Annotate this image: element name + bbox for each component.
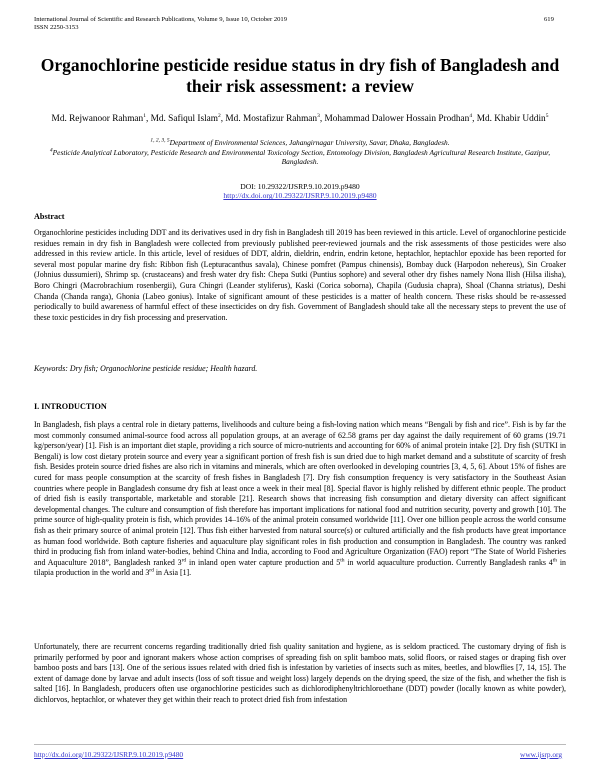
affiliation-sup: 1, 2, 3, 5 xyxy=(150,137,170,144)
para-text: in Asia [1]. xyxy=(153,568,192,578)
affiliation-2 xyxy=(40,148,560,167)
issn: ISSN 2250-3153 xyxy=(34,24,79,32)
author-sup: 4 xyxy=(469,112,473,119)
author-name: , Md. Khabir Uddin xyxy=(472,114,546,124)
paper-title: Organochlorine pesticide residue status in dry fish of Bangladesh and their risk assessment: a review xyxy=(40,55,560,96)
doi-block xyxy=(40,182,560,200)
intro-paragraph-1 xyxy=(34,420,566,579)
doi-link[interactable]: http://dx.doi.org/10.29322/IJSRP.9.10.2019.p9480 xyxy=(223,191,377,201)
para-text: in tilapia production in the world and 3 xyxy=(34,557,566,578)
ordinal-sup: rd xyxy=(181,557,187,564)
intro-heading: I. INTRODUCTION xyxy=(34,402,107,411)
author-name: , Md. Mostafizur Rahman xyxy=(220,114,318,124)
affiliation-text: Department of Environmental Sciences, Jahangirnagar University, Savar, Dhaka, Bangladesh. xyxy=(169,138,450,147)
journal-header xyxy=(34,16,287,32)
page-number: 619 xyxy=(544,16,554,23)
footer-site-link[interactable]: www.ijsrp.org xyxy=(520,750,563,759)
doi-text: DOI: 10.29322/IJSRP.9.10.2019.p9480 xyxy=(240,182,360,191)
author-sup: 1 xyxy=(143,112,146,119)
abstract-text: Organochlorine pesticides including DDT and its derivatives used in dry fish in Bangladesh till 2019 has been reviewed in this article. Level of organochlorine pesticide residues remain in dry fish in Bangladesh were collected from previously published peer-reviewed journals and the risk assessments of those pesticides were also addressed in this review article. In this article, level of residues of DDT, aldrin, dieldrin, endrin, endrin ketone, heptachlor, heptachlor epoxide has been reported for several most popular marine dry fish: Ribbon fish (Lepturacanthus savala), Chinese pomfret (Pampus chinensis), Bombay duck (Harpodon nehereus), Sin Croaker (Johnius dussumieri), Shrimp sp. (crustaceans) and fresh water dry fish: Chepa Sutki (Puntius sophore) and several other dry fishes namely Nona Ilish (Hilsa ilisha), Boro Chingri (Macrobrachium rosenbergii), Gura Chingri (Leander styliferus), Kaski (Corica soborna), Chapila (Gudusia chapra), Shoal (Channa striatus), Deshi Chanda (Chanda ranga), Ghonia (Labeo gonius). Intake of significant amount of these pesticides is a matter of health concern. These risks should be re-assessed periodically to build awareness of harmful effect of these insecticides on dry fish. Government of Bangladesh should take all the necessary steps to prevent the use of these toxic pesticides in dry fish processing and preservation. xyxy=(34,228,566,322)
para-text: In Bangladesh, fish plays a central role in dietary patterns, livelihoods and culture being a fish-loving nation which means “Bengali by fish and rice”. Fish is by far the most commonly consumed animal-source food across all population groups, at an average of 62.58 grams per day against the daily requirement of 60 grams (19.71 kg/person/year) [1]. Fish is an important diet staple, providing a rich source of micro-nutrients and accounting for 60% of animal protein intake [2]. Dry fish (SUTKI in Bengali) is low cost dietary protein source and every year a significant portion of fresh fish is sun dried due to high market demand and a substitute of scarcity of fresh fish. Besides protein source dried fishes are also rich in vitamins and minerals, which are often overlooked in developing countries [3, 4, 5, 6]. About 15% of fishes are cured for mass people consumption at the scarcity of fresh fishes in Bangladesh [7]. Dry fish consumption frequency is very satisfactory in the Southeast Asian countries where people in Bangladesh consume dry fish at least once a week in their meal [8]. Special flavor is highly relished by different ethnic people. The product of dried fish is easily transportable, marketable and storable [21]. Research shows that increasing fish consumption and dietary diversity can affect significant developmental changes. The culture and consumption of fish therefore has important implications for national food and nutrition security, poverty and growth [10]. The prime source of high-quality protein is fish, which provides 14–16% of the animal protein consumed worldwide [11]. Over one billion people across the world consume fish as their primary source of animal protein [12]. Thus fish either harvested from natural source(s) or cultured artificially and the fish products have great importance as human food worldwide. Both capture fisheries and aquaculture play significant roles in fish production and consumption in Bangladesh. The country was ranked third in producing fish from inland water-bodies, behind China and India, according to Food and Agriculture Organization (FAO) report “The State of World Fisheries and Aquaculture 2018”, Bangladesh ranked 3 xyxy=(34,420,566,567)
author-sup: 3 xyxy=(317,112,320,119)
intro-paragraph-2: Unfortunately, there are recurrent concerns regarding traditionally dried fish quality sanitation and hygiene, as is seldom practiced. The customary drying of fish is primarily performed by poor and ignorant makers whose action comprises of spreading fish on split bamboo mats, solid floors, or raised stages or draping fish over bamboo posts and bars [13]. One of the serious issues related with dried fish is infestation by varieties of insects such as mites, beetles, and blowflies [7, 14, 15]. The extent of damage done by larvae and adult insects (loss of soft tissue and weight loss) largely depends on the drying speed, the size of the fish, and whether the fish is salted [16]. In Bangladesh, producers often use organochlorine pesticides such as dichlorodiphenyltrichloroethane (DDT) powder (locally known as white powder), dichlorvos, heptachlor, or whatever they get within their reach to protect dried fish from infestation xyxy=(34,642,566,704)
affiliation-sup: 4 xyxy=(49,147,53,154)
para-text: in inland open water capture production and 5 xyxy=(186,557,341,567)
journal-name: International Journal of Scientific and Research Publications, Volume 9, Issue 10, October 2019 xyxy=(34,16,288,23)
author-sup: 2 xyxy=(218,112,221,119)
affiliations xyxy=(40,138,560,167)
abstract-heading: Abstract xyxy=(34,212,65,221)
affiliation-1 xyxy=(40,138,560,148)
ordinal-sup: th xyxy=(552,557,558,564)
author-sup: 5 xyxy=(545,112,549,119)
author-name: Md. Rejwanoor Rahman xyxy=(51,114,144,124)
ordinal-sup: rd xyxy=(149,567,154,574)
affiliation-text: Pesticide Analytical Laboratory, Pesticide Research and Environmental Toxicology Section, Entomology Division, Bangladesh Agricultural Research Institute, Gazipur, Bangladesh. xyxy=(52,147,551,167)
footer-divider xyxy=(34,744,566,745)
ordinal-sup: th xyxy=(340,557,345,564)
para-text: in world aquaculture production. Currently Bangladesh ranks 4 xyxy=(344,557,553,567)
footer-doi-link[interactable]: http://dx.doi.org/10.29322/IJSRP.9.10.2019.p9480 xyxy=(34,750,184,759)
author-list xyxy=(40,113,560,125)
keywords: Keywords: Dry fish; Organochlorine pesticide residue; Health hazard. xyxy=(34,364,258,373)
author-name: , Md. Safiqul Islam xyxy=(145,114,219,124)
author-name: , Mohammad Dalower Hossain Prodhan xyxy=(319,114,470,124)
